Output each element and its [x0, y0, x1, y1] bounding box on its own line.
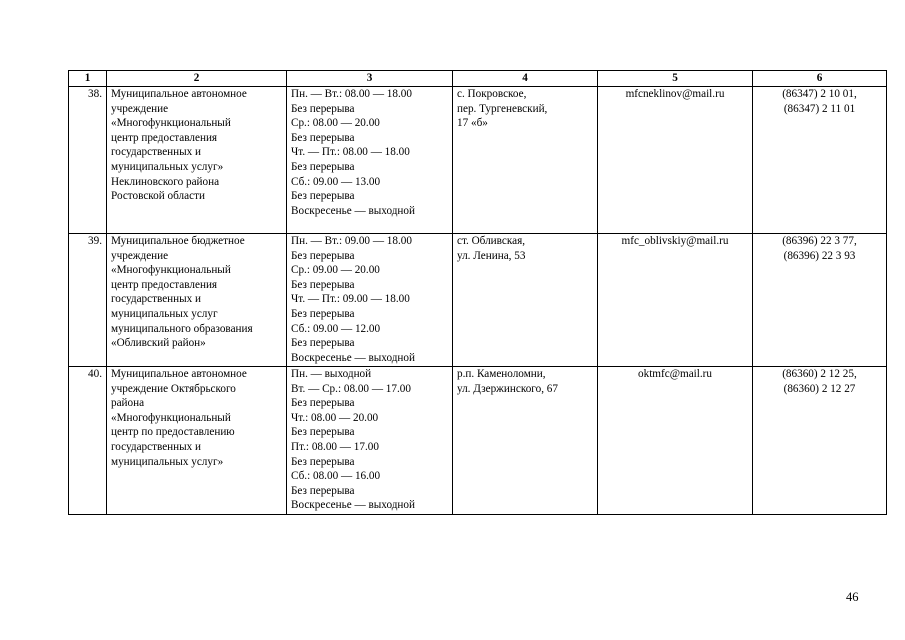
schedule-line: Без перерыва: [291, 484, 355, 497]
organization-name-line: Ростовской области: [111, 190, 205, 203]
organization-name-line: муниципальных услуг: [111, 307, 218, 320]
organization-name-line: муниципальных услуг»: [111, 160, 224, 173]
organization-name-line: Муниципальное автономное: [111, 88, 247, 100]
organization-name-cell: [107, 87, 287, 234]
schedule-line: Без перерыва: [291, 426, 355, 439]
schedule-line: Без перерыва: [291, 307, 355, 320]
schedule-line: Без перерыва: [291, 102, 355, 115]
schedule-line: Воскресенье — выходной: [291, 204, 415, 217]
organization-name-line: Муниципальное автономное: [111, 368, 247, 380]
address-line: р.п. Каменоломни,: [457, 368, 546, 380]
schedule-line: Чт. — Пт.: 09.00 — 18.00: [291, 293, 410, 306]
phone-number: (86347) 2 10 01,: [782, 88, 857, 100]
organization-name-line: района: [111, 397, 145, 410]
email-address: oktmfc@mail.ru: [638, 368, 712, 380]
schedule-line: Вт. — Ср.: 08.00 — 17.00: [291, 382, 411, 395]
schedule-line: Пн. — Вт.: 09.00 — 18.00: [291, 235, 412, 247]
address-line: ул. Ленина, 53: [457, 249, 526, 262]
organization-name-line: Муниципальное бюджетное: [111, 235, 245, 247]
column-header: 4: [453, 71, 598, 87]
organization-name-line: «Многофункциональный: [111, 117, 231, 130]
address-line: с. Покровское,: [457, 88, 527, 100]
schedule-line: Без перерыва: [291, 397, 355, 410]
mfc-table: [68, 70, 887, 515]
schedule-line: Сб.: 08.00 — 16.00: [291, 470, 381, 483]
organization-name-line: учреждение Октябрьского: [111, 382, 236, 395]
organization-name-line: «Многофункциональный: [111, 264, 231, 277]
organization-name-line: государственных и: [111, 440, 202, 453]
schedule-line: Воскресенье — выходной: [291, 499, 415, 512]
schedule-line: Без перерыва: [291, 249, 355, 262]
address-line: 17 «б»: [457, 117, 488, 130]
schedule-line: Пн. — выходной: [291, 368, 372, 380]
schedule-cell: [287, 234, 453, 367]
organization-name-line: Неклиновского района: [111, 175, 220, 188]
address-line: ст. Обливская,: [457, 235, 526, 247]
phone-number: (86347) 2 11 01: [783, 102, 856, 115]
schedule-cell: [287, 87, 453, 234]
email-address: mfc_oblivskiy@mail.ru: [621, 235, 729, 247]
organization-name-line: муниципальных услуг»: [111, 455, 224, 468]
schedule-line: Без перерыва: [291, 278, 355, 291]
table-row: [69, 87, 887, 234]
organization-name-line: «Обливский район»: [111, 337, 206, 350]
schedule-line: Ср.: 08.00 — 20.00: [291, 117, 380, 130]
email-cell: [598, 367, 753, 515]
row-number: 39.: [69, 234, 107, 367]
row-number: 40.: [69, 367, 107, 515]
address-cell: [453, 87, 598, 234]
schedule-line: Ср.: 09.00 — 20.00: [291, 264, 380, 277]
schedule-line: Пн. — Вт.: 08.00 — 18.00: [291, 88, 412, 100]
schedule-line: Без перерыва: [291, 160, 355, 173]
schedule-line: Чт. — Пт.: 08.00 — 18.00: [291, 146, 410, 159]
phone-cell: [753, 367, 887, 515]
table-row: [69, 234, 887, 367]
schedule-line: Без перерыва: [291, 131, 355, 144]
column-header: 3: [287, 71, 453, 87]
schedule-line: Воскресенье — выходной: [291, 351, 415, 364]
address-cell: [453, 234, 598, 367]
schedule-line: Пт.: 08.00 — 17.00: [291, 440, 379, 453]
schedule-line: Сб.: 09.00 — 12.00: [291, 322, 381, 335]
column-header: 2: [107, 71, 287, 87]
schedule-line: Чт.: 08.00 — 20.00: [291, 411, 379, 424]
organization-name-cell: [107, 234, 287, 367]
email-cell: [598, 234, 753, 367]
schedule-line: Без перерыва: [291, 337, 355, 350]
organization-name-line: государственных и: [111, 146, 202, 159]
phone-number: (86360) 2 12 27: [783, 382, 856, 395]
address-line: пер. Тургеневский,: [457, 102, 548, 115]
phone-cell: [753, 87, 887, 234]
column-header: 5: [598, 71, 753, 87]
schedule-line: Без перерыва: [291, 455, 355, 468]
phone-number: (86396) 22 3 77,: [782, 235, 857, 247]
organization-name-line: учреждение: [111, 102, 169, 115]
organization-name-line: государственных и: [111, 293, 202, 306]
phone-number: (86360) 2 12 25,: [782, 368, 857, 380]
address-cell: [453, 367, 598, 515]
organization-name-line: муниципального образования: [111, 322, 253, 335]
phone-cell: [753, 234, 887, 367]
schedule-line: Без перерыва: [291, 190, 355, 203]
schedule-cell: [287, 367, 453, 515]
schedule-line: Сб.: 09.00 — 13.00: [291, 175, 381, 188]
phone-number: (86396) 22 3 93: [783, 249, 856, 262]
row-number: 38.: [69, 87, 107, 234]
organization-name-line: центр предоставления: [111, 278, 218, 291]
email-address: mfcneklinov@mail.ru: [625, 88, 725, 100]
address-line: ул. Дзержинского, 67: [457, 382, 558, 395]
page-number: 46: [846, 590, 859, 604]
table-header-row: [69, 71, 887, 87]
column-header: 1: [69, 71, 107, 87]
column-header: 6: [753, 71, 887, 87]
organization-name-cell: [107, 367, 287, 515]
organization-name-line: «Многофункциональный: [111, 411, 231, 424]
email-cell: [598, 87, 753, 234]
organization-name-line: центр по предоставлению: [111, 426, 235, 439]
table-row: [69, 367, 887, 515]
organization-name-line: центр предоставления: [111, 131, 218, 144]
organization-name-line: учреждение: [111, 249, 169, 262]
